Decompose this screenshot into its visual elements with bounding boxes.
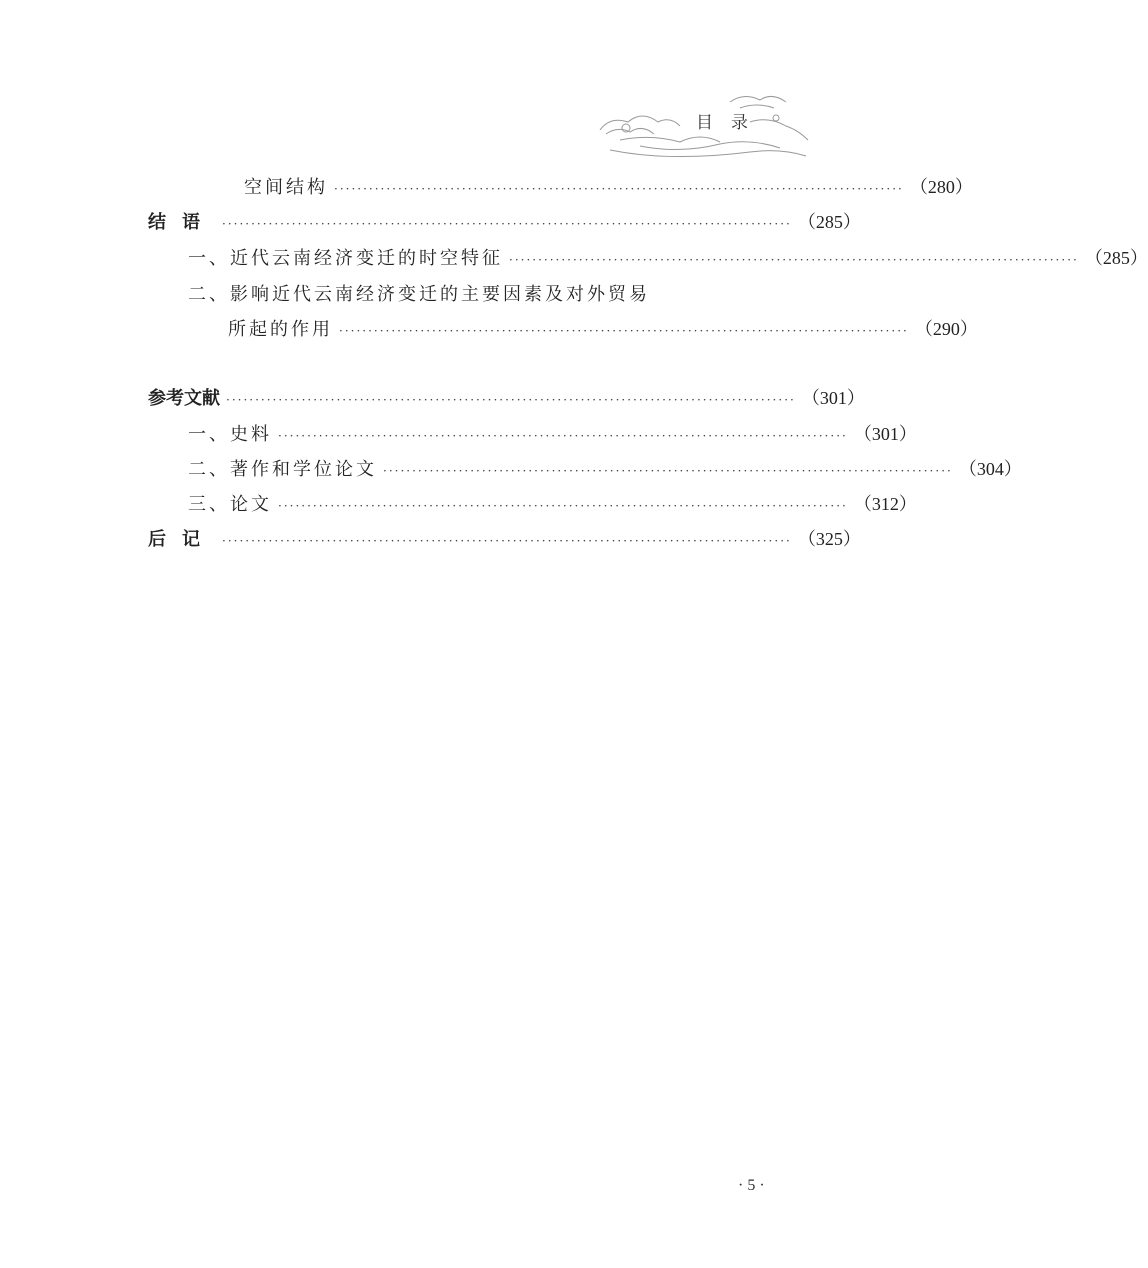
toc-entry-label: 一、史料 [188,424,272,445]
dot-leader: ·································································································· [222,217,792,231]
dot-leader: ·································································································· [278,499,848,513]
toc-entry-afterword[interactable] [148,525,861,551]
toc-entry-references-2[interactable] [188,455,1022,481]
toc-entry-conclusion-2[interactable] [228,315,978,341]
toc-entry-label: 后记 [148,529,216,550]
toc-entry-conclusion[interactable] [148,208,861,234]
toc-entry-label: 三、论文 [188,494,272,515]
header-title: 目录 [696,113,766,133]
toc-entry-conclusion-1[interactable] [188,244,1148,270]
dot-leader: ·································································································· [334,182,904,196]
toc-entry-page: （312） [853,494,917,514]
dot-leader: ·································································································· [226,393,796,407]
toc-entry-label: 一、近代云南经济变迁的时空特征 [188,248,503,269]
toc-entry-label: 参考文献 [148,388,220,409]
toc-entry-page: （290） [914,319,978,339]
toc-entry-label: 二、著作和学位论文 [188,459,377,480]
toc-entry-references-1[interactable] [188,420,917,446]
dot-leader: ·································································································· [383,464,953,478]
toc-entry-page: （325） [797,529,861,549]
running-header [580,88,820,168]
toc-entry-page: （301） [853,424,917,444]
toc-entry-page: （301） [801,388,865,408]
toc-entry-page: （304） [958,459,1022,479]
page-number: · 5 · [738,1177,765,1194]
toc-entry-spatial-structure[interactable] [244,173,973,199]
toc-entry-page: （285） [1084,248,1148,268]
toc-entry-page: （280） [909,177,973,197]
toc-entry-references-3[interactable] [188,490,917,516]
dot-leader: ·································································································· [278,429,848,443]
toc-entry-label: 结语 [148,212,216,233]
toc-entry-label: 空间结构 [244,177,328,198]
toc-entry-conclusion-2-first-line[interactable]: 二、影响近代云南经济变迁的主要因素及对外贸易 [188,284,650,305]
dot-leader: ·································································································· [222,534,792,548]
dot-leader: ·································································································· [509,253,1079,267]
toc-entry-page: （285） [797,212,861,232]
toc-entry-label: 所起的作用 [228,319,333,340]
dot-leader: ·································································································· [339,324,909,338]
toc-entry-references[interactable] [148,384,865,410]
